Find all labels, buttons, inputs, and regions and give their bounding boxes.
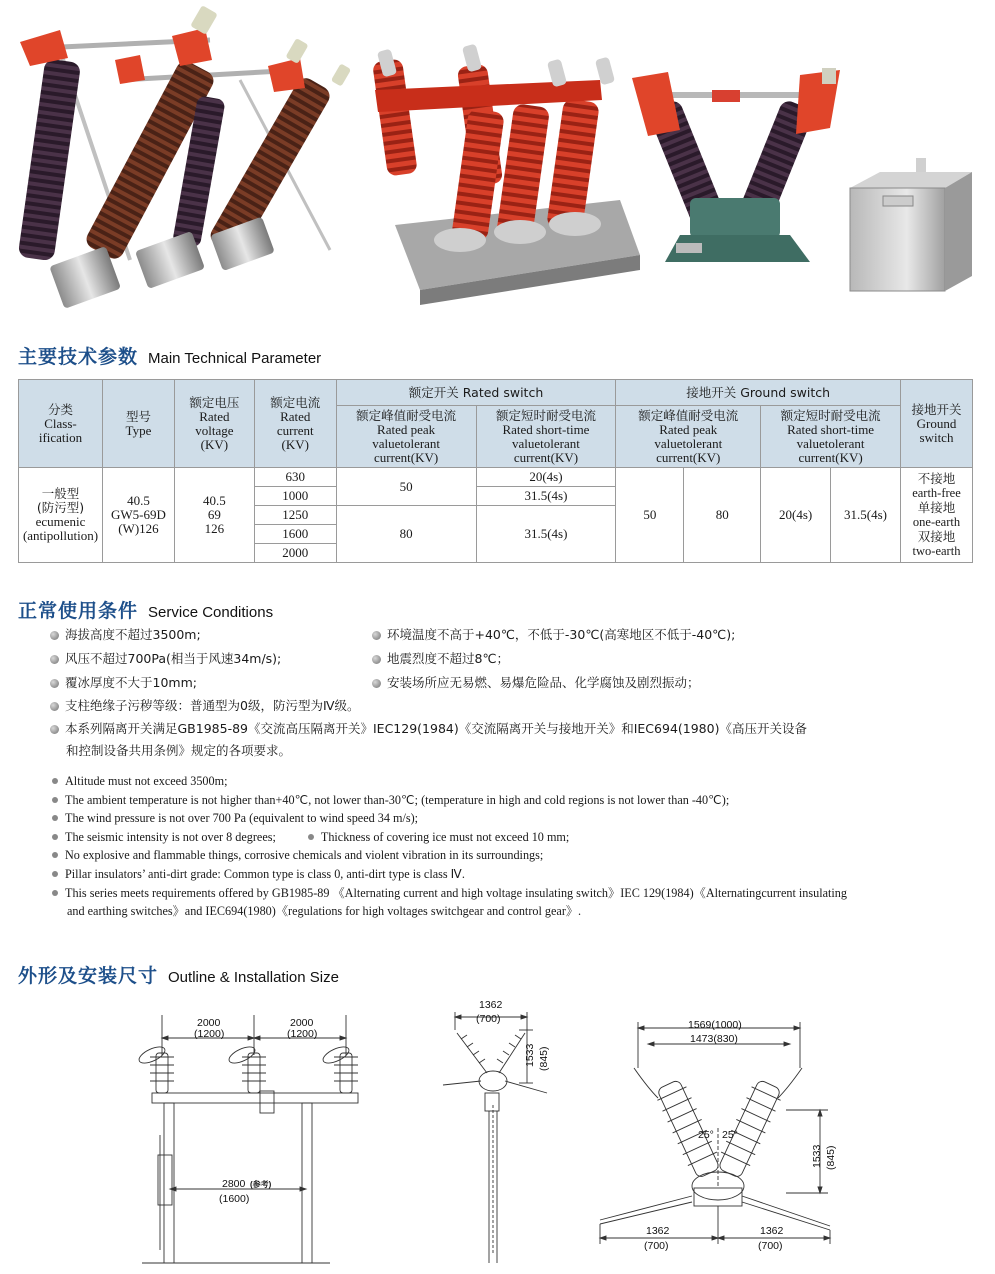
angle-left: 25° bbox=[698, 1129, 714, 1141]
cell-rs-peak-a: 50 bbox=[336, 468, 476, 506]
outline-drawing-front bbox=[130, 1005, 370, 1270]
section-outline bbox=[18, 961, 339, 988]
cell-rs-short-c: 31.5(4s) bbox=[476, 506, 616, 563]
outline-drawing-side bbox=[435, 995, 565, 1270]
section-main-parameter bbox=[18, 342, 321, 369]
condition-zh-4: 地震烈度不超过8℃； bbox=[372, 649, 509, 668]
top-dim-2: 1473(830) bbox=[690, 1033, 738, 1045]
header-rs-short: 额定短时耐受电流 Rated short-time valuetolerant current(KV) bbox=[476, 406, 616, 468]
cell-ground-options: 不接地 earth-free 单接地 one-earth 双接地 two-earth bbox=[901, 468, 973, 563]
section-title-zh: 主要技术参数 bbox=[18, 346, 139, 368]
angle-right: 25° bbox=[722, 1129, 738, 1141]
header-ground-switch-type: 接地开关 Ground switch bbox=[901, 380, 973, 468]
dim-3-value: 2800 bbox=[222, 1178, 246, 1190]
section-title-en: Main Technical Parameter bbox=[148, 350, 322, 367]
side-width-value: 1362 bbox=[479, 999, 503, 1011]
condition-en-2: The ambient temperature is not higher than+40℃, not lower than-30℃; (temperature in high and cold regions is not lower than -40℃); bbox=[52, 791, 977, 810]
header-gs-peak: 额定峰值耐受电流 Rated peak valuetolerant current(KV) bbox=[616, 406, 761, 468]
header-gs-short: 额定短时耐受电流 Rated short-time valuetolerant current(KV) bbox=[761, 406, 901, 468]
condition-en-3: The wind pressure is not over 700 Pa (equivalent to wind speed 34 m/s); bbox=[52, 809, 977, 828]
bullet-icon bbox=[50, 725, 59, 734]
section-title-en: Outline & Installation Size bbox=[168, 969, 339, 986]
phase-b bbox=[227, 1044, 266, 1093]
cell-current: 630 bbox=[254, 468, 336, 487]
photo-gw5-single bbox=[632, 68, 840, 262]
header-classification: 分类 Class- ification bbox=[19, 380, 103, 468]
cell-rs-short-a: 20(4s) bbox=[476, 468, 616, 487]
condition-zh-8: 本系列隔离开关满足GB1985-89《交流高压隔离开关》IEC129(1984)《交流隔离开关与接地开关》和IEC694(1980)《高压开关设备 bbox=[50, 719, 975, 738]
cell-gs-peak-1: 50 bbox=[616, 468, 684, 563]
bullet-icon bbox=[52, 834, 58, 840]
side-width-alt: (700) bbox=[476, 1013, 501, 1025]
bullet-icon bbox=[50, 631, 59, 640]
side-height-alt: (845) bbox=[538, 1046, 550, 1071]
section-service-conditions bbox=[18, 596, 273, 623]
bullet-icon bbox=[372, 631, 381, 640]
cell-current: 1250 bbox=[254, 506, 336, 525]
outline-drawing-single-phase bbox=[592, 1018, 842, 1270]
header-rated-switch: 额定开关 Rated switch bbox=[336, 380, 616, 406]
phase-c bbox=[321, 1044, 358, 1093]
product-photo-strip bbox=[0, 0, 995, 330]
condition-zh-5: 覆冰厚度不大于10mm; bbox=[50, 673, 197, 692]
parameter-table bbox=[18, 379, 973, 563]
condition-zh-7: 支柱绝缘子污秽等级：普通型为0级，防污型为Ⅳ级。 bbox=[50, 696, 360, 715]
bullet-icon bbox=[52, 852, 58, 858]
section-title-en: Service Conditions bbox=[148, 604, 274, 621]
cell-current: 2000 bbox=[254, 544, 336, 563]
bottom-left-alt: (700) bbox=[644, 1240, 669, 1252]
bullet-icon bbox=[50, 702, 59, 711]
cell-rs-peak-b: 80 bbox=[336, 506, 476, 563]
condition-en-6: Pillar insulators’ anti-dirt grade: Common type is class 0, anti-dirt type is class Ⅳ. bbox=[52, 865, 977, 884]
cell-voltage: 40.5 69 126 bbox=[174, 468, 254, 563]
dim-3-alt: (1600) bbox=[219, 1193, 250, 1205]
cell-rs-short-b: 31.5(4s) bbox=[476, 487, 616, 506]
dim-2-alt: (1200) bbox=[287, 1028, 318, 1040]
cell-current: 1600 bbox=[254, 525, 336, 544]
condition-en-1: Altitude must not exceed 3500m; bbox=[52, 772, 977, 791]
dim-1-alt: (1200) bbox=[194, 1028, 225, 1040]
header-ground-switch: 接地开关 Ground switch bbox=[616, 380, 901, 406]
table-row bbox=[19, 468, 973, 487]
bullet-icon bbox=[50, 655, 59, 664]
bullet-icon bbox=[50, 679, 59, 688]
cell-current: 1000 bbox=[254, 487, 336, 506]
header-rated-current: 额定电流 Rated current (KV) bbox=[254, 380, 336, 468]
condition-zh-6: 安装场所应无易燃、易爆危险品、化学腐蚀及剧烈振动； bbox=[372, 673, 700, 692]
bullet-icon bbox=[52, 890, 58, 896]
conditions-en bbox=[52, 772, 977, 921]
condition-en-7: This series meets requirements offered by GB1985-89 《Alternating current and high voltage insulating switch》IEC 129(1984)《Alternatingcurrent insulating bbox=[52, 884, 977, 903]
header-rated-voltage: 额定电压 Rated voltage (KV) bbox=[174, 380, 254, 468]
cell-gs-short-2: 31.5(4s) bbox=[831, 468, 901, 563]
bottom-right-value: 1362 bbox=[760, 1225, 784, 1237]
cell-gs-short-1: 20(4s) bbox=[761, 468, 831, 563]
bullet-icon bbox=[372, 679, 381, 688]
dim-3-note: (参考) bbox=[250, 1180, 272, 1189]
condition-en-7-cont: and earthing switches》and IEC694(1980)《regulations for high voltages switchgear and control gear》. bbox=[67, 904, 582, 919]
header-type: 型号 Type bbox=[102, 380, 174, 468]
cell-type: 40.5 GW5-69D (W)126 bbox=[102, 468, 174, 563]
table-header-row bbox=[19, 380, 973, 406]
bullet-icon bbox=[52, 778, 58, 784]
condition-zh-2: 环境温度不高于+40℃，不低于-30℃(高寒地区不低于-40℃); bbox=[372, 625, 735, 644]
section-title-zh: 外形及安装尺寸 bbox=[18, 965, 159, 987]
height-value: 1533 bbox=[811, 1144, 823, 1168]
bottom-right-alt: (700) bbox=[758, 1240, 783, 1252]
header-rs-peak: 额定峰值耐受电流 Rated peak valuetolerant current(KV) bbox=[336, 406, 476, 468]
photo-control-box bbox=[850, 158, 972, 291]
dim-2-value: 2000 bbox=[290, 1017, 314, 1029]
bullet-icon bbox=[52, 815, 58, 821]
height-alt: (845) bbox=[825, 1145, 837, 1170]
bullet-icon bbox=[372, 655, 381, 664]
condition-zh-3: 风压不超过700Pa(相当于风速34m/s); bbox=[50, 649, 281, 668]
side-height-value: 1533 bbox=[524, 1043, 536, 1067]
cell-gs-peak-2: 80 bbox=[684, 468, 761, 563]
condition-zh-1: 海拔高度不超过3500m; bbox=[50, 625, 201, 644]
cell-classification: 一般型 (防污型) ecumenic (antipollution) bbox=[19, 468, 103, 563]
bullet-icon bbox=[308, 834, 314, 840]
condition-en-4: The seismic intensity is not over 8 degrees; Thickness of covering ice must not exceed 10 mm; bbox=[52, 828, 977, 847]
condition-zh-8-cont: 和控制设备共用条例》规定的各项要求。 bbox=[66, 743, 292, 758]
bottom-left-value: 1362 bbox=[646, 1225, 670, 1237]
photo-gw5-brown bbox=[18, 5, 352, 309]
bullet-icon bbox=[52, 871, 58, 877]
condition-en-5: No explosive and flammable things, corrosive chemicals and violent vibration in its surroundings; bbox=[52, 846, 977, 865]
photo-gw5-red bbox=[372, 44, 640, 305]
top-dim-1: 1569(1000) bbox=[688, 1019, 742, 1031]
dim-1-value: 2000 bbox=[197, 1017, 221, 1029]
bullet-icon bbox=[52, 797, 58, 803]
phase-a bbox=[137, 1044, 174, 1093]
section-title-zh: 正常使用条件 bbox=[18, 600, 139, 622]
